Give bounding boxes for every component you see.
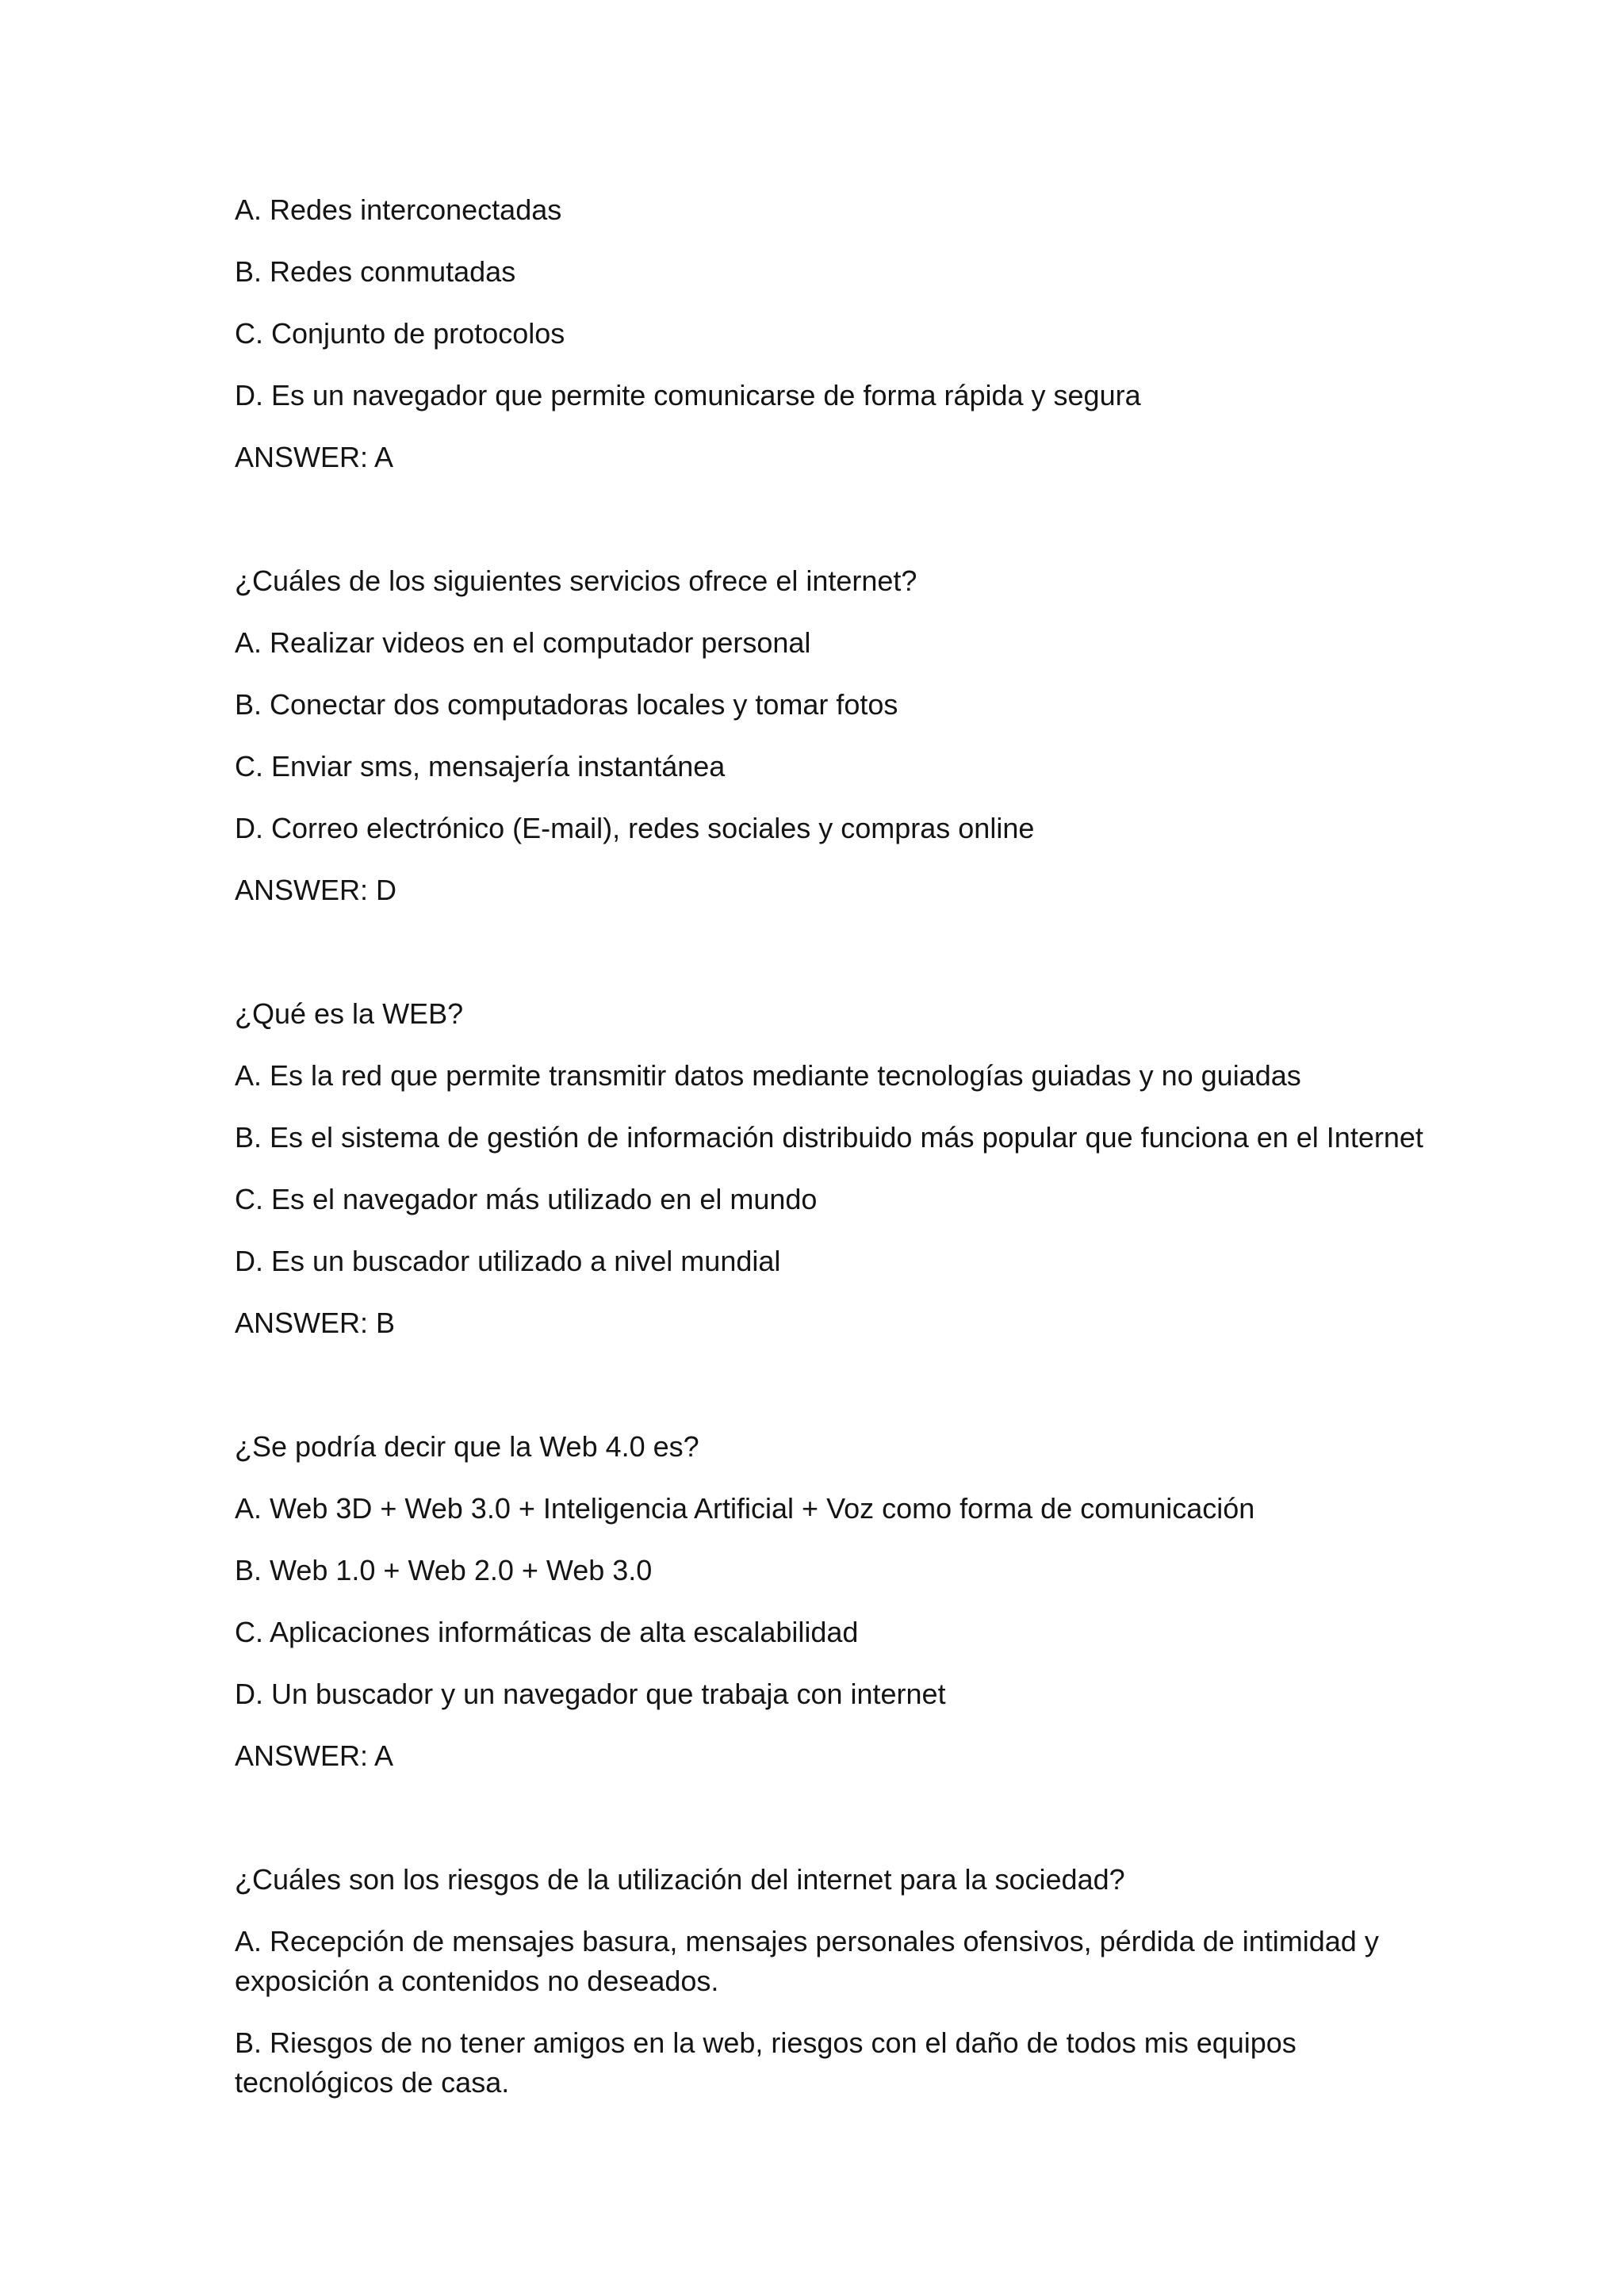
- option-d: D. Es un buscador utilizado a nivel mundial: [235, 1245, 781, 1277]
- question-block: [235, 1860, 1408, 2103]
- question-text: ¿Cuáles son los riesgos de la utilización del internet para la sociedad?: [235, 1863, 1125, 1896]
- question-text: ¿Se podría decir que la Web 4.0 es?: [235, 1430, 699, 1463]
- option-a: A. Es la red que permite transmitir datos mediante tecnologías guiadas y no guiadas: [235, 1059, 1301, 1092]
- option-b: B. Riesgos de no tener amigos en la web, riesgos con el daño de todos mis equipos tecnológicos de casa.: [235, 2026, 1297, 2099]
- answer-line: ANSWER: D: [235, 874, 397, 906]
- answer-line: ANSWER: A: [235, 441, 394, 473]
- question-block-continued: [235, 190, 1408, 477]
- question-block: [235, 561, 1408, 910]
- option-c: C. Enviar sms, mensajería instantánea: [235, 750, 726, 783]
- option-a: A. Web 3D + Web 3.0 + Inteligencia Artificial + Voz como forma de comunicación: [235, 1492, 1255, 1525]
- option-b: B. Es el sistema de gestión de información distribuido más popular que funciona en el Internet: [235, 1121, 1423, 1154]
- option-d: D. Correo electrónico (E-mail), redes sociales y compras online: [235, 812, 1035, 844]
- option-a: A. Realizar videos en el computador personal: [235, 626, 811, 659]
- answer-line: ANSWER: B: [235, 1307, 396, 1339]
- option-b: B. Conectar dos computadoras locales y tomar fotos: [235, 688, 898, 721]
- option-c: C. Aplicaciones informáticas de alta escalabilidad: [235, 1616, 859, 1648]
- answer-line: ANSWER: A: [235, 1739, 394, 1772]
- option-b: B. Web 1.0 + Web 2.0 + Web 3.0: [235, 1554, 653, 1586]
- option-d: D. Un buscador y un navegador que trabaja con internet: [235, 1678, 946, 1710]
- option-d: D. Es un navegador que permite comunicarse de forma rápida y segura: [235, 379, 1141, 411]
- option-b: B. Redes conmutadas: [235, 255, 516, 288]
- option-c: C. Es el navegador más utilizado en el mundo: [235, 1183, 818, 1215]
- quiz-content: [235, 190, 1423, 2125]
- option-c: C. Conjunto de protocolos: [235, 317, 565, 350]
- option-a: A. Redes interconectadas: [235, 193, 562, 226]
- question-block: [235, 1427, 1408, 1776]
- question-block: [235, 994, 1423, 1343]
- option-a: A. Recepción de mensajes basura, mensajes personales ofensivos, pérdida de intimidad y exposición a contenidos no deseados.: [235, 1925, 1379, 1997]
- question-text: ¿Cuáles de los siguientes servicios ofrece el internet?: [235, 564, 917, 597]
- question-text: ¿Qué es la WEB?: [235, 997, 464, 1030]
